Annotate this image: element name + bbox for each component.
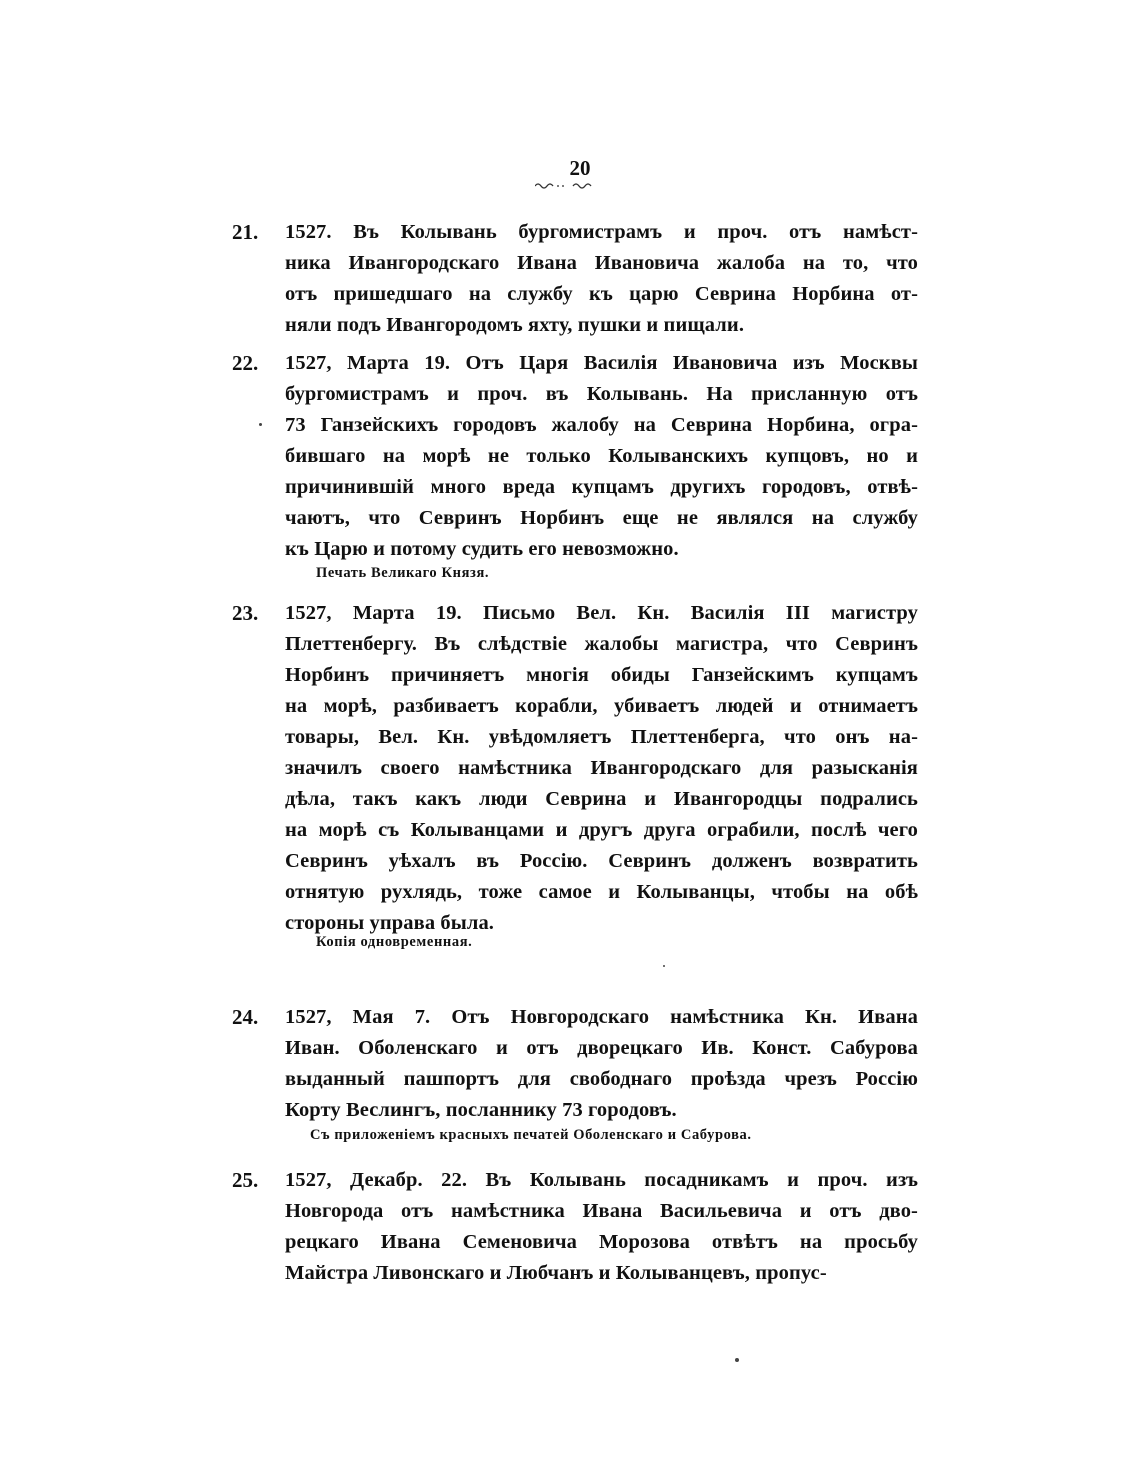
text-line: Корту Веслингъ, посланнику 73 городовъ. (285, 1099, 677, 1121)
page-number-ornament (535, 178, 595, 190)
scan-speck (735, 1358, 739, 1362)
text-line: 1527, Марта 19. Письмо Вел. Кн. Василія III магистру (285, 602, 918, 624)
text-line: 1527. Въ Колывань бургомистрамъ и проч. отъ намѣст- (285, 221, 918, 243)
entry-text (285, 1165, 918, 1289)
entry-number: 22. (232, 351, 259, 375)
text-line: ника Ивангородскаго Ивана Ивановича жалоба на то, что (285, 252, 918, 274)
text-line: бившаго на морѣ не только Колыванскихъ купцовъ, но и (285, 445, 918, 467)
scan-speck (259, 423, 262, 426)
entry-number: 21. (232, 220, 259, 244)
text-line: выданный пашпортъ для свободнаго проѣзда чрезъ Россію (285, 1068, 918, 1090)
entry-note: Съ приложеніемъ красныхъ печатей Оболенскаго и Сабурова. (310, 1127, 752, 1143)
entry-number: 24. (232, 1005, 259, 1029)
text-line: Иван. Оболенскаго и отъ дворецкаго Ив. Конст. Сабурова (285, 1037, 918, 1059)
entry-text (285, 348, 918, 565)
text-line: чаютъ, что Севринъ Норбинъ еще не являлся на службу (285, 507, 918, 529)
text-line: няли подъ Ивангородомъ яхту, пушки и пищали. (285, 314, 745, 336)
text-line: стороны управа была. (285, 912, 495, 934)
text-line: Плеттенбергу. Въ слѣдствіе жалобы магистра, что Севринъ (285, 633, 918, 655)
entry-number: 23. (232, 601, 259, 625)
text-line: на морѣ съ Колыванцами и другъ друга ограбили, послѣ чего (285, 819, 918, 841)
text-line: Севринъ уѣхалъ въ Россію. Севринъ долженъ возвратить (285, 850, 918, 872)
text-line: дѣла, такъ какъ люди Севрина и Ивангородцы подрались (285, 788, 918, 810)
text-line: 1527, Мая 7. Отъ Новгородскаго намѣстника Кн. Ивана (285, 1006, 918, 1028)
entry-text (285, 217, 918, 341)
entry-text (285, 1002, 918, 1126)
entry-note: Печать Великаго Князя. (316, 565, 490, 581)
text-line: Норбинъ причиняетъ многія обиды Ганзейскимъ купцамъ (285, 664, 918, 686)
text-line: 73 Ганзейскихъ городовъ жалобу на Севрина Норбина, огра- (285, 414, 918, 436)
scan-speck (663, 965, 665, 967)
entry-note: Копія одновременная. (316, 934, 473, 950)
text-line: къ Царю и потому судить его невозможно. (285, 538, 679, 560)
text-line: рецкаго Ивана Семеновича Морозова отвѣтъ на просьбу (285, 1231, 918, 1253)
text-line: 1527, Декабр. 22. Въ Колывань посадникамъ и проч. изъ (285, 1169, 918, 1191)
text-line: бургомистрамъ и проч. въ Колывань. На присланную отъ (285, 383, 918, 405)
text-line: значилъ своего намѣстника Ивангородскаго для разысканія (285, 757, 918, 779)
text-line: Новгорода отъ намѣстника Ивана Васильевича и отъ дво- (285, 1200, 918, 1222)
entry-text (285, 598, 918, 939)
entry-number: 25. (232, 1168, 259, 1192)
text-line: Майстра Ливонскаго и Любчанъ и Колыванцевъ, пропус- (285, 1262, 827, 1284)
text-line: на морѣ, разбиваетъ корабли, убиваетъ людей и отнимаетъ (285, 695, 918, 717)
page-number: 20 (569, 156, 591, 180)
text-line: 1527, Марта 19. Отъ Царя Василія Ивановича изъ Москвы (285, 352, 918, 374)
text-line: отъ пришедшаго на службу къ царю Севрина Норбина от- (285, 283, 918, 305)
text-line: причинившій много вреда купцамъ другихъ городовъ, отвѣ- (285, 476, 918, 498)
text-line: товары, Вел. Кн. увѣдомляетъ Плеттенберга, что онъ на- (285, 726, 918, 748)
text-line: отнятую рухлядь, тоже самое и Колыванцы, чтобы на обѣ (285, 881, 918, 903)
